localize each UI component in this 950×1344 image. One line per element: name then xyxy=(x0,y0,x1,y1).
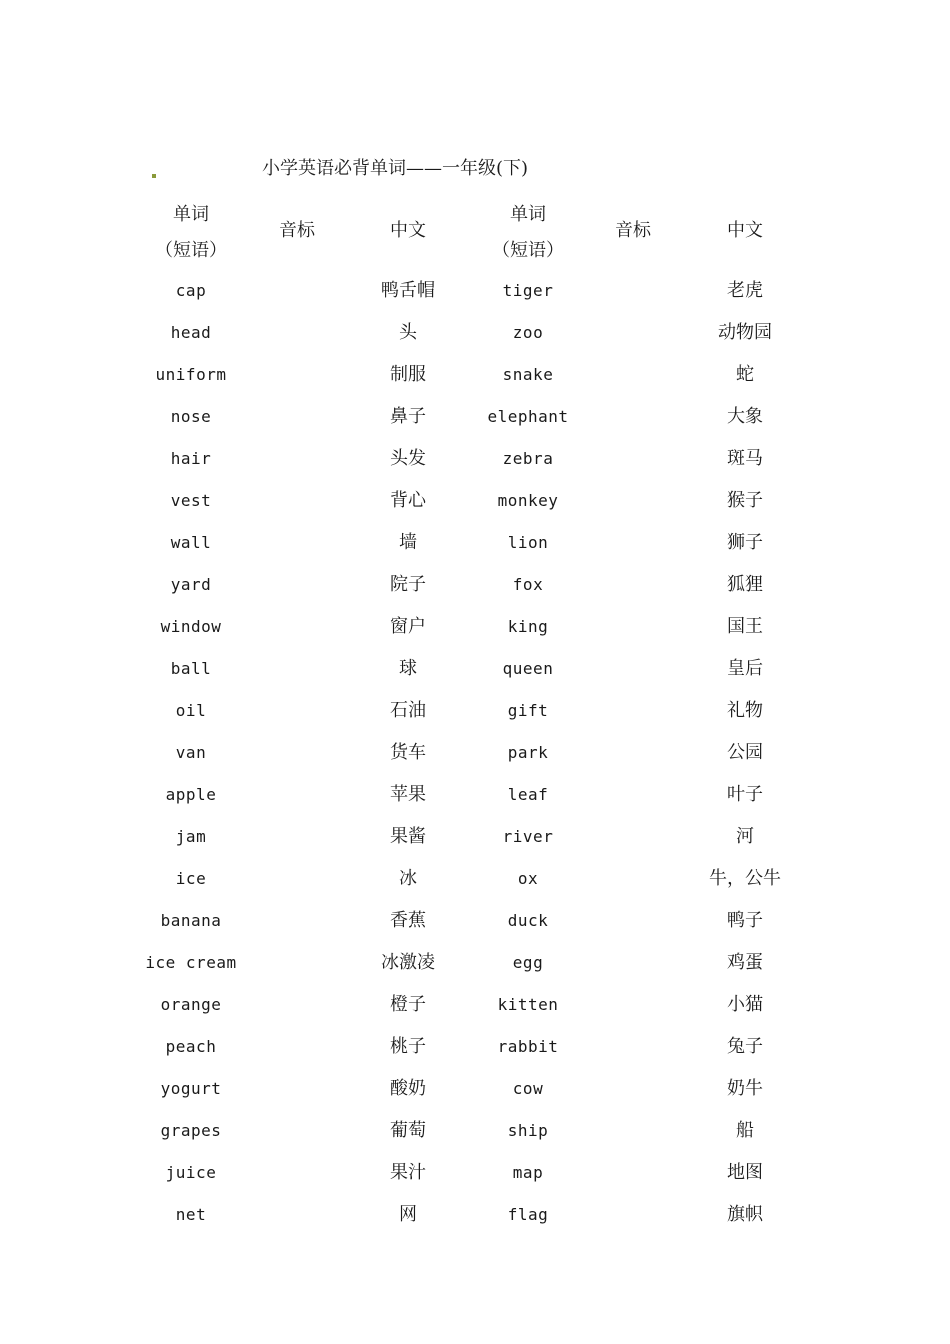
chinese-meaning-right: 大象 xyxy=(727,406,763,427)
english-word-left: window xyxy=(160,617,222,636)
english-word-right: queen xyxy=(502,659,554,678)
english-word-left: peach xyxy=(165,1037,217,1056)
english-word-right: snake xyxy=(502,365,554,384)
table-row xyxy=(0,481,950,523)
header-word-line2: （短语） xyxy=(155,240,227,261)
chinese-meaning-right: 国王 xyxy=(727,616,763,637)
table-row xyxy=(0,859,950,901)
table-row xyxy=(0,943,950,985)
word-table-body xyxy=(0,271,950,1237)
chinese-meaning-right: 旗帜 xyxy=(727,1204,763,1225)
chinese-meaning-right: 动物园 xyxy=(718,322,772,343)
chinese-meaning-left: 冰 xyxy=(399,868,417,889)
english-word-left: banana xyxy=(160,911,222,930)
chinese-meaning-right: 狮子 xyxy=(727,532,763,553)
chinese-meaning-right: 斑马 xyxy=(727,448,763,469)
chinese-meaning-right: 老虎 xyxy=(727,280,763,301)
english-word-right: king xyxy=(507,617,549,636)
english-word-right: ox xyxy=(517,869,539,888)
table-row xyxy=(0,649,950,691)
english-word-right: cow xyxy=(512,1079,544,1098)
chinese-meaning-right: 地图 xyxy=(727,1162,763,1183)
english-word-left: wall xyxy=(170,533,212,552)
english-word-left: van xyxy=(175,743,207,762)
english-word-left: yard xyxy=(170,575,212,594)
table-row xyxy=(0,607,950,649)
chinese-meaning-left: 头 xyxy=(399,322,417,343)
english-word-right: map xyxy=(512,1163,544,1182)
header-word-left xyxy=(120,197,262,269)
english-word-left: nose xyxy=(170,407,212,426)
chinese-meaning-right: 牛，公牛 xyxy=(709,868,781,889)
english-word-right: duck xyxy=(507,911,549,930)
english-word-left: net xyxy=(175,1205,207,1224)
table-row xyxy=(0,397,950,439)
chinese-meaning-left: 墙 xyxy=(399,532,417,553)
table-row xyxy=(0,1027,950,1069)
english-word-right: elephant xyxy=(487,407,569,426)
english-word-right: gift xyxy=(507,701,549,720)
chinese-meaning-right: 鸭子 xyxy=(727,910,763,931)
table-row xyxy=(0,1153,950,1195)
chinese-meaning-left: 果酱 xyxy=(390,826,426,847)
chinese-meaning-right: 公园 xyxy=(727,742,763,763)
chinese-meaning-left: 院子 xyxy=(390,574,426,595)
english-word-left: uniform xyxy=(155,365,227,384)
chinese-meaning-left: 石油 xyxy=(390,700,426,721)
chinese-meaning-left: 橙子 xyxy=(390,994,426,1015)
chinese-meaning-left: 果汁 xyxy=(390,1162,426,1183)
table-row xyxy=(0,775,950,817)
table-row xyxy=(0,1111,950,1153)
english-word-left: ball xyxy=(170,659,212,678)
table-row xyxy=(0,1069,950,1111)
english-word-right: leaf xyxy=(507,785,549,804)
chinese-meaning-right: 奶牛 xyxy=(727,1078,763,1099)
english-word-right: flag xyxy=(507,1205,549,1224)
english-word-right: zoo xyxy=(512,323,544,342)
chinese-meaning-right: 蛇 xyxy=(736,364,754,385)
chinese-meaning-left: 冰激凌 xyxy=(381,952,435,973)
english-word-left: orange xyxy=(160,995,222,1014)
english-word-right: monkey xyxy=(497,491,559,510)
chinese-meaning-left: 制服 xyxy=(390,364,426,385)
english-word-right: lion xyxy=(507,533,549,552)
english-word-left: head xyxy=(170,323,212,342)
english-word-left: yogurt xyxy=(160,1079,222,1098)
english-word-right: tiger xyxy=(502,281,554,300)
english-word-right: egg xyxy=(512,953,544,972)
chinese-meaning-left: 背心 xyxy=(390,490,426,511)
english-word-left: vest xyxy=(170,491,212,510)
chinese-meaning-left: 头发 xyxy=(390,448,426,469)
header-word-right xyxy=(458,197,598,269)
table-row xyxy=(0,355,950,397)
chinese-meaning-left: 网 xyxy=(399,1204,417,1225)
chinese-meaning-right: 皇后 xyxy=(727,658,763,679)
chinese-meaning-right: 礼物 xyxy=(727,700,763,721)
table-row xyxy=(0,1195,950,1237)
header-phonetic-right: 音标 xyxy=(615,220,651,241)
table-row xyxy=(0,817,950,859)
english-word-left: jam xyxy=(175,827,207,846)
english-word-left: hair xyxy=(170,449,212,468)
table-row xyxy=(0,271,950,313)
chinese-meaning-left: 葡萄 xyxy=(390,1120,426,1141)
chinese-meaning-right: 猴子 xyxy=(727,490,763,511)
chinese-meaning-left: 香蕉 xyxy=(390,910,426,931)
english-word-right: park xyxy=(507,743,549,762)
table-row xyxy=(0,985,950,1027)
chinese-meaning-left: 酸奶 xyxy=(390,1078,426,1099)
chinese-meaning-right: 鸡蛋 xyxy=(727,952,763,973)
chinese-meaning-right: 叶子 xyxy=(727,784,763,805)
header-chinese-left: 中文 xyxy=(390,220,426,241)
english-word-left: ice cream xyxy=(145,953,237,972)
table-row xyxy=(0,691,950,733)
english-word-left: ice xyxy=(175,869,207,888)
chinese-meaning-left: 桃子 xyxy=(390,1036,426,1057)
english-word-left: juice xyxy=(165,1163,217,1182)
chinese-meaning-left: 鸭舌帽 xyxy=(381,280,435,301)
english-word-right: kitten xyxy=(497,995,559,1014)
header-word-line1: 单词 xyxy=(510,204,546,225)
table-row xyxy=(0,901,950,943)
chinese-meaning-left: 鼻子 xyxy=(390,406,426,427)
english-word-right: fox xyxy=(512,575,544,594)
table-header xyxy=(0,197,950,263)
table-row xyxy=(0,439,950,481)
table-row xyxy=(0,313,950,355)
chinese-meaning-left: 球 xyxy=(399,658,417,679)
header-chinese-right: 中文 xyxy=(727,220,763,241)
english-word-left: cap xyxy=(175,281,207,300)
page-title: 小学英语必背单词——一年级(下) xyxy=(262,158,529,179)
chinese-meaning-left: 货车 xyxy=(390,742,426,763)
bullet-mark-icon xyxy=(152,174,156,178)
table-row xyxy=(0,565,950,607)
english-word-right: rabbit xyxy=(497,1037,559,1056)
header-word-line1: 单词 xyxy=(173,204,209,225)
english-word-right: zebra xyxy=(502,449,554,468)
chinese-meaning-left: 窗户 xyxy=(390,616,426,637)
chinese-meaning-right: 船 xyxy=(736,1120,754,1141)
english-word-left: grapes xyxy=(160,1121,222,1140)
header-phonetic-left: 音标 xyxy=(279,220,315,241)
table-row xyxy=(0,523,950,565)
chinese-meaning-left: 苹果 xyxy=(390,784,426,805)
english-word-left: apple xyxy=(165,785,217,804)
english-word-right: ship xyxy=(507,1121,549,1140)
chinese-meaning-right: 小猫 xyxy=(727,994,763,1015)
header-word-line2: （短语） xyxy=(492,240,564,261)
english-word-left: oil xyxy=(175,701,207,720)
table-row xyxy=(0,733,950,775)
english-word-right: river xyxy=(502,827,554,846)
chinese-meaning-right: 兔子 xyxy=(727,1036,763,1057)
chinese-meaning-right: 狐狸 xyxy=(727,574,763,595)
chinese-meaning-right: 河 xyxy=(736,826,754,847)
